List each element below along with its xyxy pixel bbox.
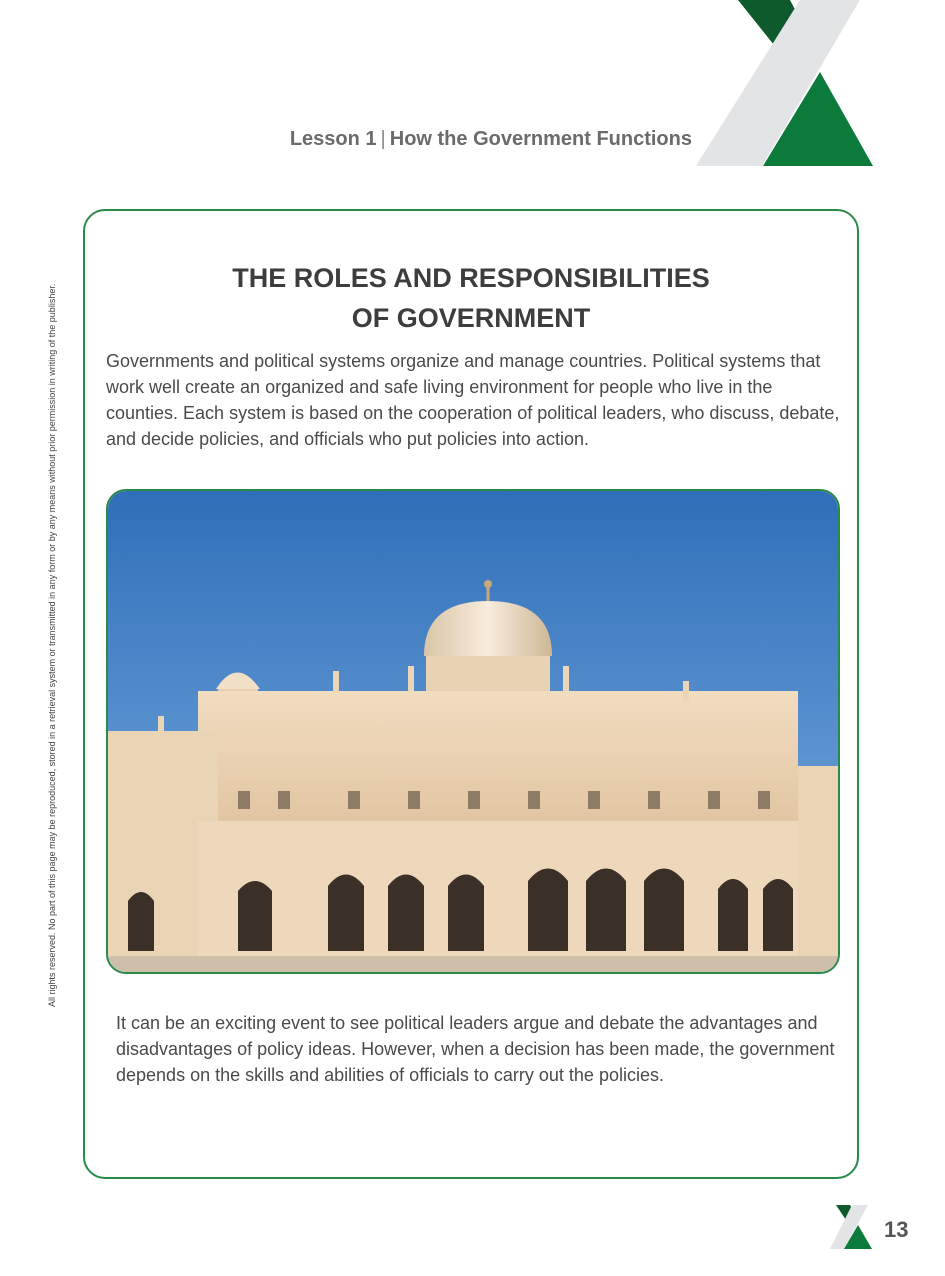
corner-logo: [690, 0, 880, 175]
lesson-title: How the Government Functions: [389, 128, 692, 150]
section-heading-line1: THE ROLES AND RESPONSIBILITIES: [232, 263, 710, 293]
closing-paragraph: It can be an exciting event to see political leaders argue and debate the advantages and disadvantages of policy ideas. However, when a decision has been made, the government depends on the skills and abilities of officials to carry out the policies.: [116, 1013, 835, 1085]
government-palace-photo: [106, 489, 840, 974]
page-number: 13: [884, 1217, 909, 1242]
copyright-notice: All rights reserved. No part of this page may be reproduced, stored in a retrieval system or transmitted in any form or by any means without prior permission in writing of the publisher.: [47, 283, 57, 1007]
footer-logo: [828, 1205, 874, 1256]
section-heading-line2: OF GOVERNMENT: [351, 303, 591, 333]
intro-paragraph: Governments and political systems organize and manage countries. Political systems that work well create an organized and safe living environment for people who live in the counties. Each system is based on the cooperation of political leaders, who discuss, debate, and decide policies, and officials who put policies into action.: [106, 351, 840, 449]
content-box: [83, 209, 859, 1179]
header-separator: |: [380, 128, 386, 150]
lesson-header: [290, 128, 692, 151]
lesson-label: Lesson 1: [289, 128, 377, 150]
